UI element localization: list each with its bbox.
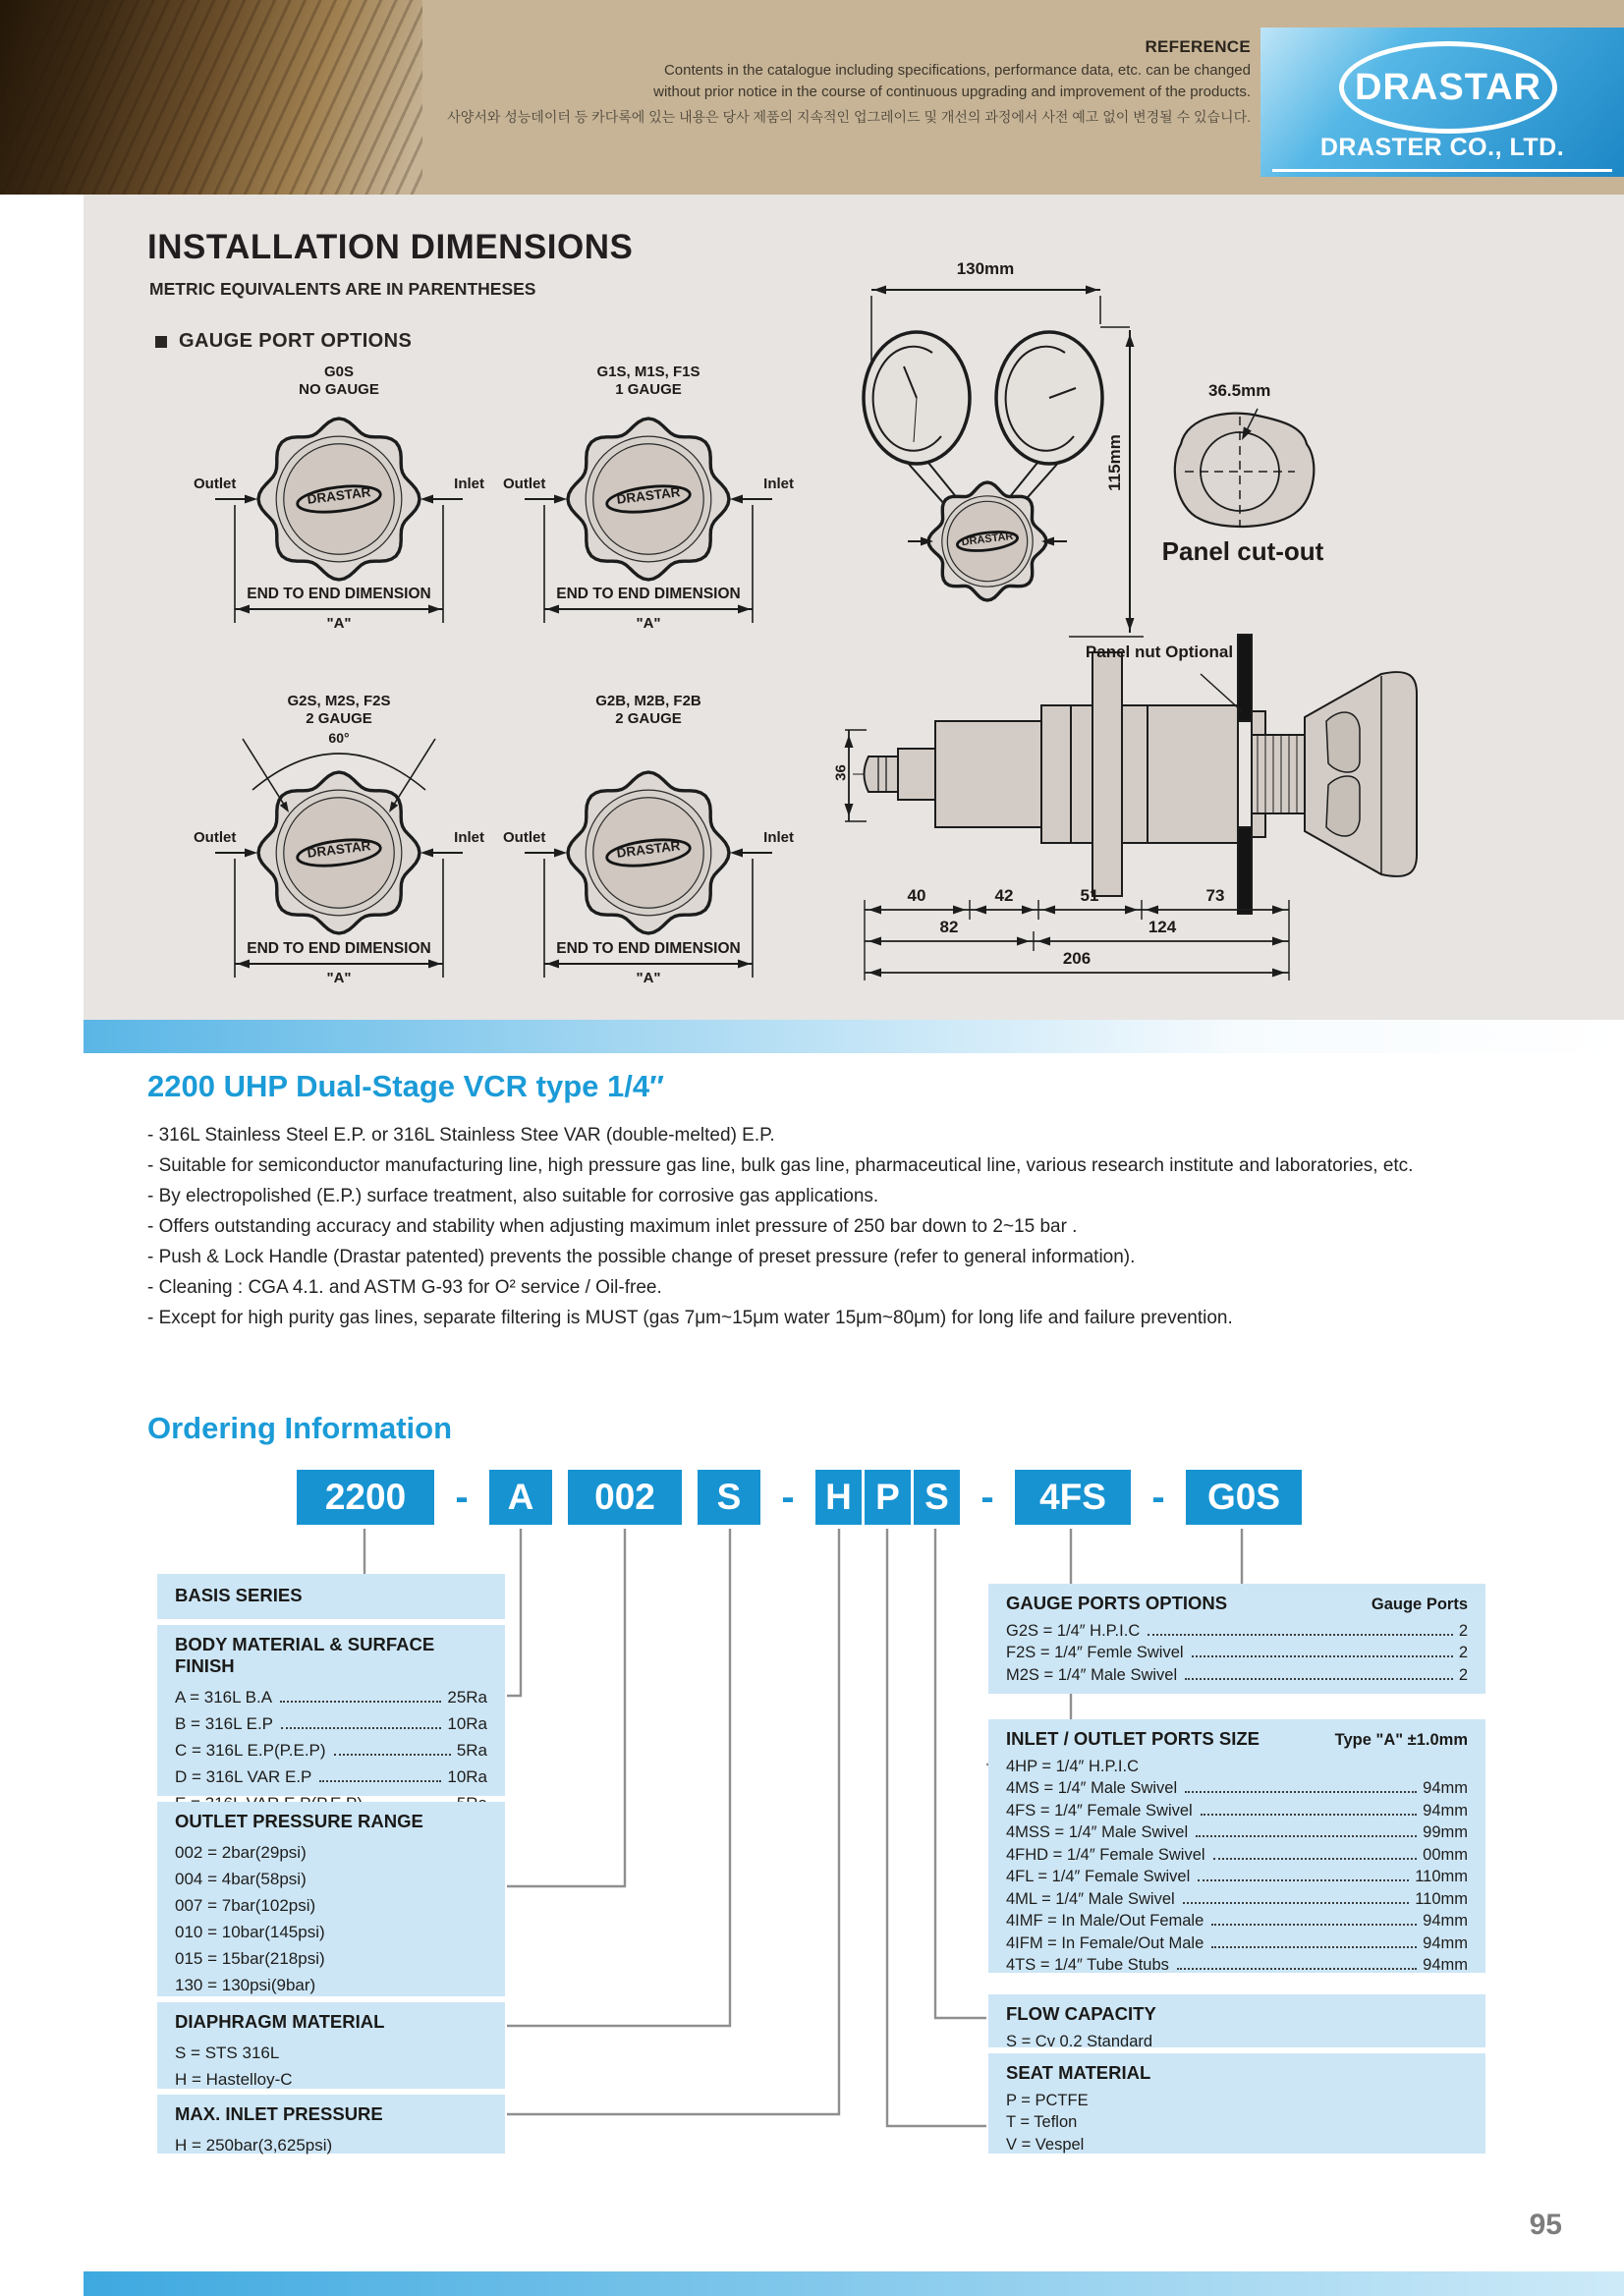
table-title: MAX. INLET PRESSURE	[175, 2103, 383, 2124]
table-row: 4MSS = 1/4″ Male Swivel 99mm	[1006, 1823, 1468, 1841]
part-dash: -	[781, 1475, 795, 1519]
part-segment-seat: P	[865, 1470, 911, 1525]
dotted-leader	[1148, 1634, 1453, 1636]
end-to-end-label: END TO END DIMENSION	[556, 586, 741, 602]
table-row: 4IMF = In Male/Out Female 94mm	[1006, 1912, 1468, 1930]
table-row: 4MS = 1/4″ Male Swivel 94mm	[1006, 1779, 1468, 1797]
part-dash: -	[455, 1475, 469, 1519]
dotted-leader	[1211, 1946, 1417, 1948]
table-row: 007 = 7bar(102psi)	[175, 1896, 316, 1915]
dimension-ref-a: "A"	[326, 970, 352, 986]
page-number: 95	[1529, 2209, 1562, 2241]
dotted-leader	[1185, 1791, 1417, 1793]
table-outlet-pressure	[157, 1802, 505, 1996]
dim-82: 82	[939, 918, 959, 936]
reference-line-2: without prior notice in the course of continuous upgrading and improvement of the products.	[653, 84, 1251, 100]
table-row: S = Cv 0.2 Standard	[1006, 2032, 1153, 2050]
dotted-leader	[1196, 1835, 1417, 1837]
table-row: A = 316L B.A 25Ra	[175, 1688, 487, 1707]
table-row: C = 316L E.P(P.E.P) 5Ra	[175, 1741, 487, 1760]
part-segment-outlet-pressure: 002	[568, 1470, 682, 1525]
feature-list	[147, 1120, 1491, 1333]
dotted-leader	[1177, 1968, 1417, 1970]
table-row: F2S = 1/4″ Femle Swivel 2	[1006, 1644, 1468, 1661]
part-segment-flow: S	[914, 1470, 960, 1525]
table-inlet-outlet-ports	[988, 1719, 1485, 1973]
dotted-leader	[334, 1754, 451, 1756]
table-row: 4TS = 1/4″ Tube Stubs 94mm	[1006, 1956, 1468, 1974]
end-to-end-label: END TO END DIMENSION	[247, 586, 431, 602]
dim-73: 73	[1205, 886, 1225, 905]
table-row: 4HP = 1/4″ H.P.I.C	[1006, 1757, 1140, 1775]
table-body-material	[157, 1625, 505, 1796]
dimension-ref-a: "A"	[326, 615, 352, 632]
dotted-leader	[1213, 1858, 1418, 1860]
table-title: SEAT MATERIAL	[1006, 2062, 1151, 2083]
part-segment-gauge-ports: G0S	[1186, 1470, 1302, 1525]
table-row: 4FL = 1/4″ Female Swivel 110mm	[1006, 1868, 1468, 1885]
diagram-gauge-count: 2 GAUGE	[306, 710, 372, 727]
outlet-label: Outlet	[503, 476, 546, 492]
dotted-leader	[1201, 1814, 1417, 1816]
inlet-label: Inlet	[454, 829, 484, 846]
table-row: 4FHD = 1/4″ Female Swivel 00mm	[1006, 1845, 1468, 1864]
knob-brand-text: DRASTAR	[615, 484, 682, 507]
part-segment-series: 2200	[297, 1470, 434, 1525]
table-row: V = Vespel	[1006, 2135, 1085, 2154]
table-row: 4FS = 1/4″ Female Swivel 94mm	[1006, 1801, 1468, 1820]
reference-title: REFERENCE	[1145, 37, 1251, 56]
knob-brand-text: DRASTAR	[306, 838, 372, 861]
table-row: 010 = 10bar(145psi)	[175, 1923, 325, 1941]
outlet-label: Outlet	[194, 829, 237, 846]
outlet-label: Outlet	[503, 829, 546, 846]
table-title: GAUGE PORTS OPTIONS	[1006, 1593, 1228, 1613]
diagram-code: G2B, M2B, F2B	[595, 693, 701, 709]
table-row: 002 = 2bar(29psi)	[175, 1843, 307, 1862]
table-flow-capacity	[988, 1994, 1485, 2050]
inlet-label: Inlet	[454, 476, 484, 492]
panel-nut-note: Panel nut Optional	[1085, 643, 1234, 661]
company-underline	[1272, 169, 1612, 172]
table-title: OUTLET PRESSURE RANGE	[175, 1811, 423, 1831]
table-row: H = 250bar(3,625psi)	[175, 2136, 333, 2155]
dotted-leader	[1183, 1902, 1410, 1904]
footer-band	[84, 2271, 1624, 2296]
dimension-ref-a: "A"	[636, 970, 661, 986]
table-max-inlet-pressure	[157, 2095, 505, 2154]
front-width-dimension: 130mm	[956, 259, 1015, 278]
part-number	[297, 1470, 1317, 1525]
table-gauge-ports-options	[988, 1584, 1485, 1694]
diagram-gauge-count: 1 GAUGE	[615, 381, 682, 398]
dotted-leader	[1198, 1879, 1409, 1881]
feature-item: - Cleaning : CGA 4.1. and ASTM G-93 for O² service / Oil-free.	[147, 1277, 662, 1298]
table-title-right: Type "A" ±1.0mm	[1334, 1731, 1468, 1749]
table-diaphragm-material	[157, 2002, 505, 2089]
drastar-logo	[1339, 41, 1557, 134]
table-row: 130 = 130psi(9bar)	[175, 1976, 316, 1994]
table-title: FLOW CAPACITY	[1006, 2003, 1156, 2024]
front-height-dimension: 115mm	[1105, 434, 1124, 491]
feature-item: - Except for high purity gas lines, separate filtering is MUST (gas 7μm~15μm water 15μm~80μm) for long life and failure prevention.	[147, 1308, 1233, 1328]
end-to-end-label: END TO END DIMENSION	[556, 940, 741, 957]
end-to-end-label: END TO END DIMENSION	[247, 940, 431, 957]
installation-subtitle: METRIC EQUIVALENTS ARE IN PARENTHESES	[149, 279, 536, 299]
dimension-ref-a: "A"	[636, 615, 661, 632]
side-height-dimension: 36	[832, 764, 850, 781]
dim-206: 206	[1062, 949, 1092, 968]
feature-item: - By electropolished (E.P.) surface treatment, also suitable for corrosive gas applications.	[147, 1186, 879, 1206]
table-title: INLET / OUTLET PORTS SIZE	[1006, 1728, 1260, 1749]
table-basis-series	[157, 1574, 505, 1619]
installation-title: INSTALLATION DIMENSIONS	[147, 228, 634, 266]
dotted-leader	[281, 1727, 441, 1729]
dotted-leader	[1211, 1924, 1417, 1926]
table-title: DIAPHRAGM MATERIAL	[175, 2011, 385, 2032]
square-bullet-icon	[155, 336, 167, 348]
table-row: T = Teflon	[1006, 2113, 1078, 2131]
inlet-label: Inlet	[763, 476, 794, 492]
table-seat-material	[988, 2053, 1485, 2154]
feature-item: - 316L Stainless Steel E.P. or 316L Stainless Stee VAR (double-melted) E.P.	[147, 1125, 775, 1146]
gauge-port-options-heading: GAUGE PORT OPTIONS	[155, 330, 412, 353]
dim-124: 124	[1148, 918, 1177, 936]
ordering-title: Ordering Information	[147, 1411, 452, 1445]
table-row: M2S = 1/4″ Male Swivel 2	[1006, 1665, 1468, 1684]
panel-cutout-dimension: 36.5mm	[1208, 381, 1271, 400]
part-segment-body-material: A	[489, 1470, 552, 1525]
table-row: 015 = 15bar(218psi)	[175, 1949, 325, 1968]
reference-note	[347, 37, 1251, 127]
reference-line-korean: 사양서와 성능데이터 등 카다록에 있는 내용은 당사 제품의 지속적인 업그레이드 및 개선의 과정에서 사전 예고 없이 변경될 수 있습니다.	[447, 109, 1251, 125]
company-name: DRASTER CO., LTD.	[1319, 134, 1565, 161]
part-segment-ports: 4FS	[1015, 1470, 1131, 1525]
feature-item: - Push & Lock Handle (Drastar patented) prevents the possible change of preset pressure (refer to general information).	[147, 1247, 1136, 1267]
diagram-code: G2S, M2S, F2S	[287, 693, 391, 709]
diagram-code: G1S, M1S, F1S	[596, 364, 700, 380]
diagram-g2s	[192, 691, 486, 995]
table-row: 004 = 4bar(58psi)	[175, 1870, 307, 1888]
angle-label: 60°	[328, 730, 350, 746]
table-row: H = Hastelloy-C	[175, 2070, 293, 2089]
dotted-leader	[280, 1701, 441, 1703]
inlet-label: Inlet	[763, 829, 794, 846]
panel-cutout-label: Panel cut-out	[1161, 536, 1324, 566]
feature-item: - Offers outstanding accuracy and stability when adjusting maximum inlet pressure of 250 bar down to 2~15 bar .	[147, 1216, 1078, 1237]
part-dash: -	[980, 1475, 994, 1519]
dotted-leader	[1192, 1655, 1453, 1657]
knob-brand-text: DRASTAR	[306, 484, 372, 507]
section-separator-band	[84, 1020, 1624, 1053]
table-row: S = STS 316L	[175, 2044, 280, 2062]
table-row: B = 316L E.P 10Ra	[175, 1714, 487, 1733]
technical-drawing	[832, 252, 1523, 1020]
dim-40: 40	[907, 886, 926, 905]
front-knob-brand-text: DRASTAR	[960, 530, 1015, 549]
part-segment-max-inlet: H	[815, 1470, 862, 1525]
table-row: P = PCTFE	[1006, 2091, 1089, 2109]
dim-51: 51	[1080, 886, 1099, 905]
reference-line-1: Contents in the catalogue including specifications, performance data, etc. can be changed	[663, 62, 1251, 79]
page-header	[0, 0, 1624, 195]
table-row: G2S = 1/4″ H.P.I.C 2	[1006, 1621, 1468, 1640]
dim-42: 42	[994, 886, 1014, 905]
table-row: 4IFM = In Female/Out Male 94mm	[1006, 1933, 1468, 1952]
table-row: D = 316L VAR E.P 10Ra	[175, 1767, 487, 1786]
diagram-g0s	[192, 362, 486, 666]
table-row: 4ML = 1/4″ Male Swivel 110mm	[1006, 1889, 1468, 1908]
drastar-logo-text: DRASTAR	[1355, 66, 1541, 108]
table-title: BASIS SERIES	[175, 1585, 303, 1605]
part-dash: -	[1151, 1475, 1165, 1519]
diagram-g1s	[501, 362, 796, 666]
table-title-right: Gauge Ports	[1371, 1596, 1468, 1613]
diagram-code: G0S	[323, 364, 354, 380]
dotted-leader	[1185, 1678, 1453, 1680]
outlet-label: Outlet	[194, 476, 237, 492]
knob-brand-text: DRASTAR	[615, 838, 682, 861]
part-segment-diaphragm: S	[698, 1470, 760, 1525]
product-title: 2200 UHP Dual-Stage VCR type 1/4″	[147, 1069, 664, 1103]
diagram-gauge-count: 2 GAUGE	[615, 710, 682, 727]
table-title: BODY MATERIAL & SURFACE FINISH	[175, 1634, 435, 1676]
diagram-gauge-count: NO GAUGE	[299, 381, 379, 398]
dotted-leader	[319, 1780, 441, 1782]
diagram-g2b	[501, 691, 796, 995]
brand-panel	[1260, 28, 1624, 177]
feature-item: - Suitable for semiconductor manufacturing line, high pressure gas line, bulk gas line, pharmaceutical line, various research institute and laboratories, etc.	[147, 1155, 1414, 1176]
